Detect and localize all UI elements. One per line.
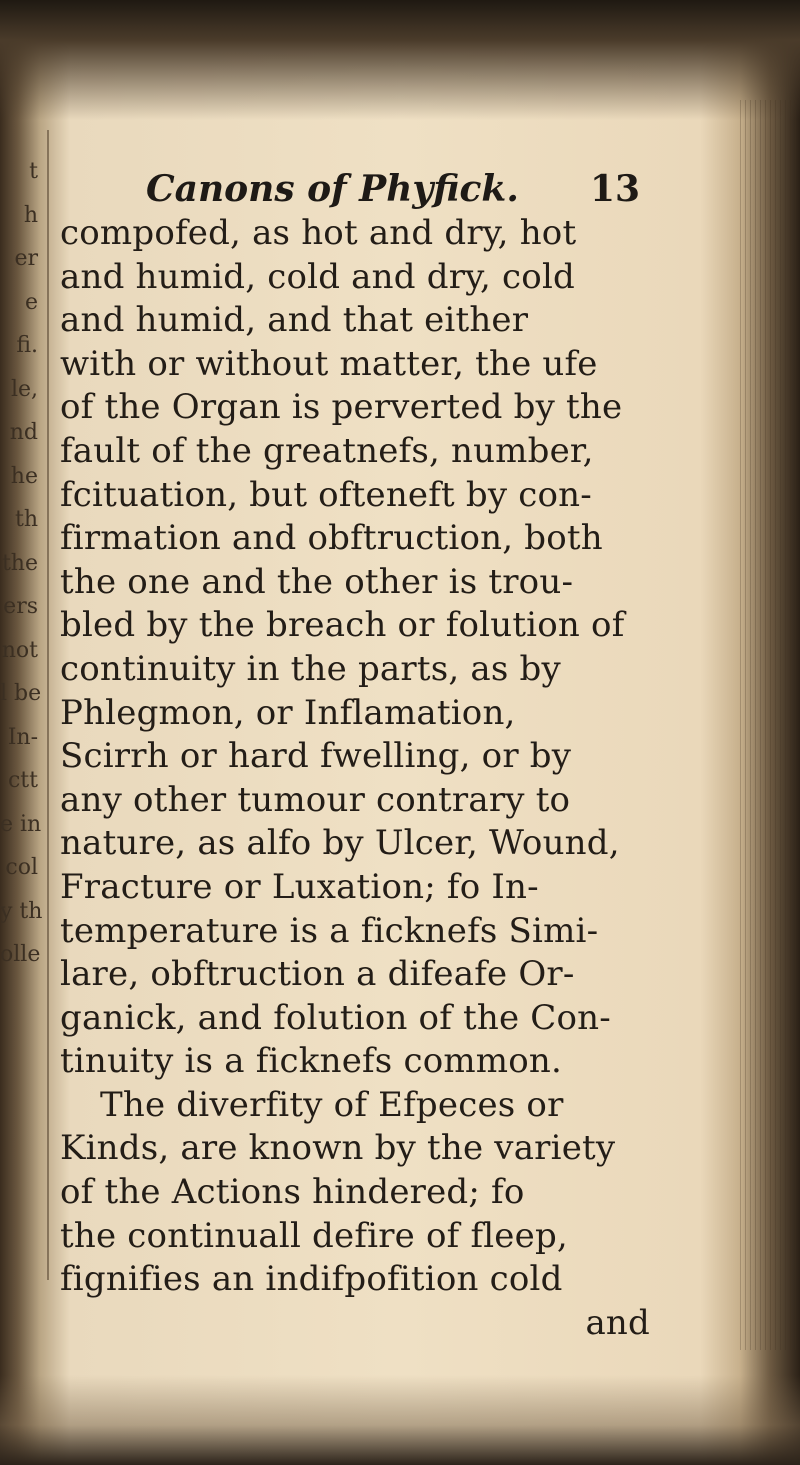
text-line: of the Actions hindered; fo [60, 1172, 525, 1213]
top-shadow [0, 0, 800, 120]
text-line: nature, as alfo by Ulcer, Wound, [60, 823, 620, 864]
text-line: bled by the breach or folution of [60, 605, 625, 646]
text-line: lare, obftruction a difeafe Or- [60, 954, 575, 995]
facing-fragment: le, [10, 376, 38, 402]
text-line: the continuall defire of fleep, [60, 1215, 568, 1256]
text-line: firmation and obftruction, both [60, 518, 603, 559]
facing-fragment: y th [0, 898, 43, 924]
facing-fragment: olle [0, 942, 41, 967]
text-line: compofed, as hot and dry, hot [60, 213, 577, 253]
running-head: Canons of Phyfick. [146, 168, 519, 210]
body-text [60, 212, 760, 1345]
facing-fragment: e in [0, 811, 42, 837]
text-line: of the Organ is perverted by the [60, 387, 623, 428]
facing-fragment: In- [7, 724, 38, 750]
facing-fragment: ers [3, 594, 38, 619]
text-line: continuity in the parts, as by [60, 648, 561, 689]
facing-fragment: t [29, 159, 38, 184]
facing-fragment: ctt [7, 768, 38, 793]
bottom-shadow [0, 1375, 800, 1465]
text-line: temperature is a ficknefs Simi- [60, 910, 599, 951]
facing-fragment: col [5, 855, 38, 880]
text-line: Kinds, are known by the variety [60, 1128, 616, 1169]
facing-fragment: h [23, 202, 38, 228]
text-line: ganick, and folution of the Con- [60, 997, 611, 1038]
text-line: and humid, cold and dry, cold [60, 256, 576, 297]
text-line: Fracture or Luxation; fo In- [60, 866, 539, 907]
text-line: fcituation, but ofteneft by con- [60, 474, 592, 515]
facing-fragment: he [10, 463, 38, 489]
page-header [60, 168, 760, 210]
text-line: fignifies an indifpofition cold [60, 1259, 563, 1300]
text-line: with or without matter, the ufe [60, 343, 598, 384]
facing-fragment: nd [9, 420, 38, 445]
facing-fragment: fi. [16, 333, 38, 358]
facing-fragment: l be [0, 681, 42, 706]
facing-page-edge [0, 150, 44, 1350]
text-line: Phlegmon, or Inflamation, [60, 692, 516, 733]
page-number: 13 [590, 168, 641, 210]
facing-fragment: er [14, 246, 38, 271]
text-line: the one and the other is trou- [60, 561, 574, 602]
text-line: tinuity is a ficknefs common. [60, 1041, 563, 1082]
text-line: fault of the greatnefs, number, [60, 430, 594, 471]
paragraph-start-line: The diverfity of Efpeces or [100, 1084, 564, 1125]
text-line: any other tumour contrary to [60, 779, 571, 820]
catchword: and [585, 1302, 650, 1343]
facing-fragment: not [1, 637, 38, 663]
text-line: Scirrh or hard fwelling, or by [60, 736, 572, 777]
text-line: and humid, and that either [60, 300, 529, 341]
gutter-rule [47, 130, 49, 1280]
facing-fragment: e [24, 289, 38, 315]
facing-fragment: the [1, 550, 38, 576]
facing-fragment: th [14, 507, 38, 532]
